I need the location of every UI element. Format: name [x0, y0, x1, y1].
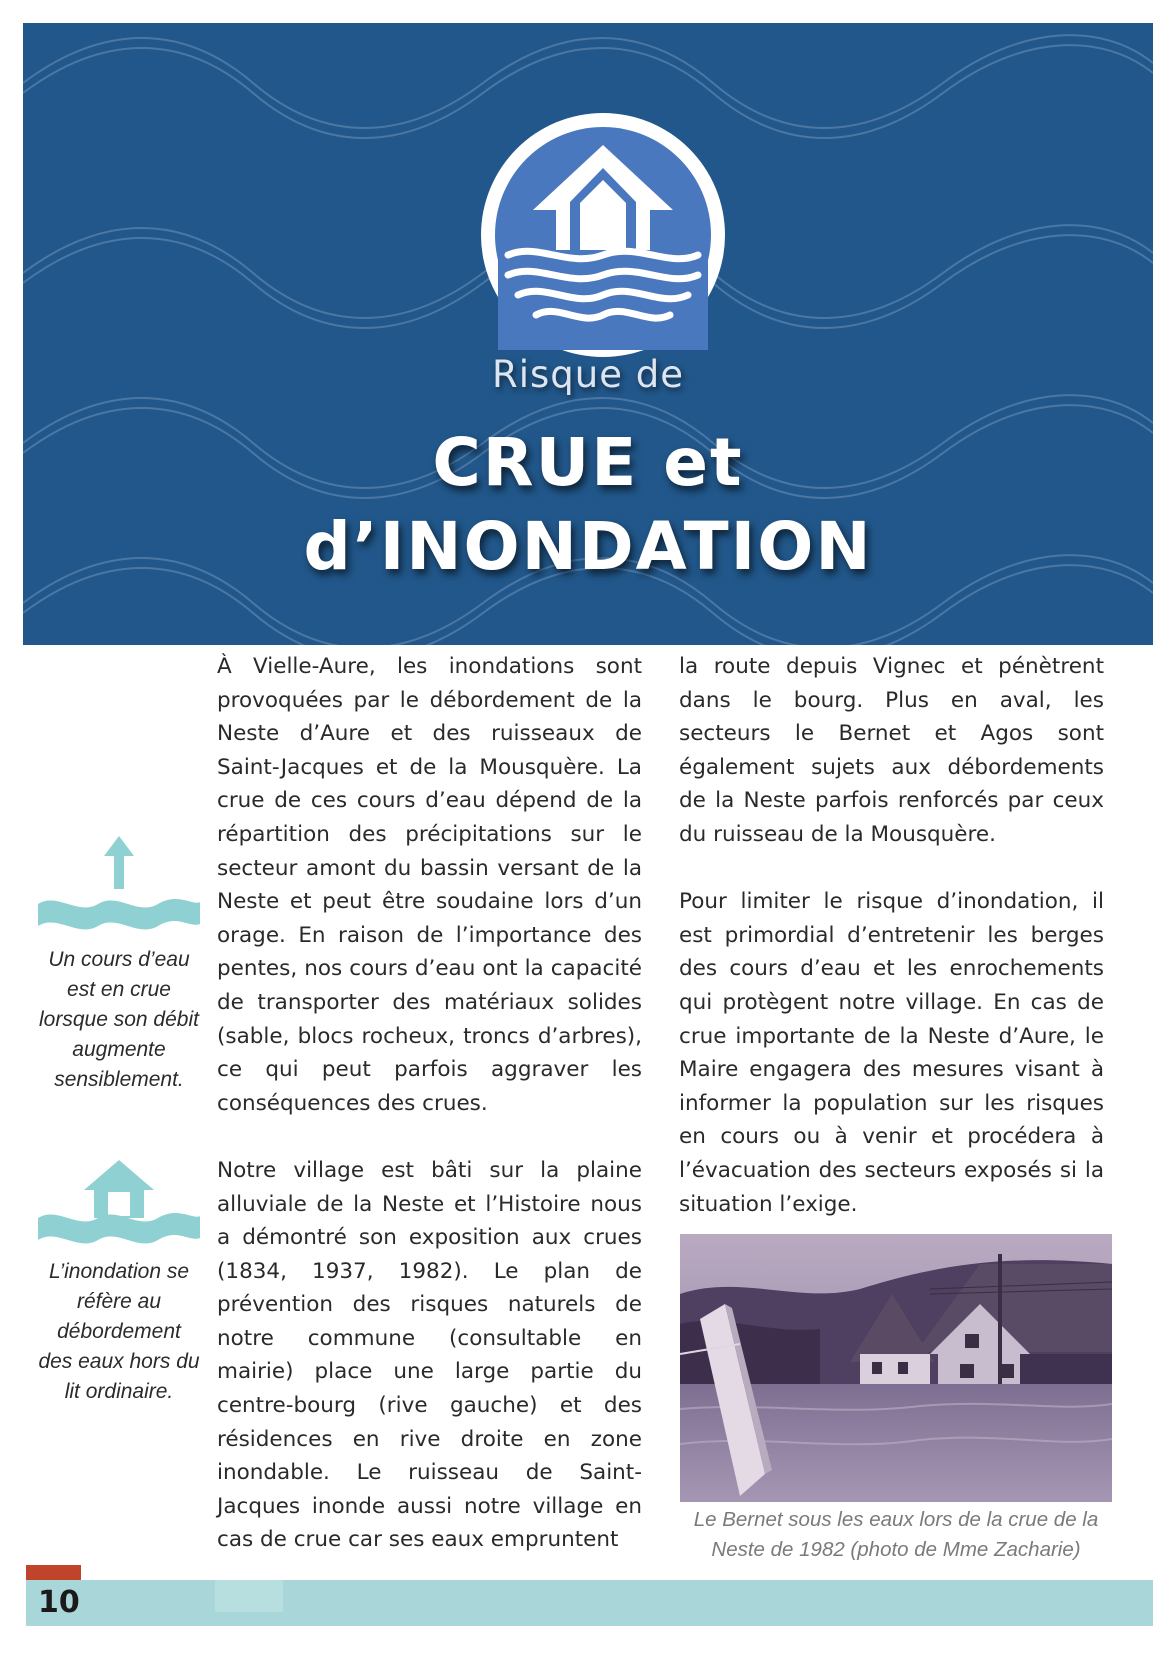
- banner-title-line2: d’INONDATION: [303, 508, 873, 585]
- sidebar-caption-inondation: L’inondation se réfère au débordement des eaux hors du lit ordinaire.: [38, 1260, 200, 1403]
- paragraph: À Vielle-Aure, les inondations sont provoquées par le débordement de la Neste d’Aure et des ruisseaux de Saint-Jacques et de la Mousquère. La crue de ces cours d’eau dépend de la répartition des précipitations sur le secteur amont du bassin versant de la Neste et peut être soudaine lors d’un orage. En raison de l’importance des pentes, nos cours d’eau ont la capacité de transporter des matériaux solides (sable, blocs rocheux, troncs d’arbres), ce qui peut parfois aggraver les conséquences des crues.: [217, 654, 642, 1116]
- water-rising-arrow-icon: [38, 832, 200, 936]
- paragraph: la route depuis Vignec et pénètrent dans le bourg. Plus en aval, les secteurs le Bernet et Agos sont également sujets aux débordements de la Neste parfois renforcés par ceux du ruisseau de la Mousquère.: [679, 654, 1104, 847]
- flood-photo: [680, 1234, 1112, 1502]
- house-in-water-icon: [38, 1156, 200, 1256]
- text-column-left: [217, 650, 642, 1591]
- header-banner: [23, 23, 1153, 645]
- banner-subtitle: Risque de: [492, 353, 684, 396]
- sidebar-caption-crue: Un cours d’eau est en crue lorsque son débit augmente sensiblement.: [39, 948, 199, 1091]
- flooded-house-icon: [478, 110, 728, 360]
- footer-bar: [26, 1580, 1153, 1626]
- footer-decoration: [215, 1580, 283, 1612]
- paragraph: Pour limiter le risque d’inondation, il est primordial d’entretenir les berges des cours d’eau et les enrochements qui protègent notre village. En cas de crue importante de la Neste d’Aure, le Maire engagera des mesures visant à informer la population sur les risques en cours ou à venir et procédera à l’évacuation des secteurs exposés si la situation l’exige.: [679, 889, 1104, 1217]
- page-number: 10: [38, 1585, 80, 1620]
- paragraph: Notre village est bâti sur la plaine alluviale de la Neste et l’Histoire nous a démontré son exposition aux crues (1834, 1937, 1982). Le plan de prévention des risques naturels de notre commune (consultable en mairie) place une large partie du centre-bourg (rive gauche) et des résidences en rive droite en zone inondable. Le ruisseau de Saint-Jacques inonde aussi notre village en cas de crue car ses eaux empruntent: [217, 1157, 642, 1553]
- photo-caption: Le Bernet sous les eaux lors de la crue de la Neste de 1982 (photo de Mme Zacharie): [693, 1508, 1099, 1561]
- text-column-right: [679, 650, 1104, 1255]
- page-tab-accent: [26, 1565, 81, 1580]
- banner-title-line1: CRUE et: [432, 424, 744, 501]
